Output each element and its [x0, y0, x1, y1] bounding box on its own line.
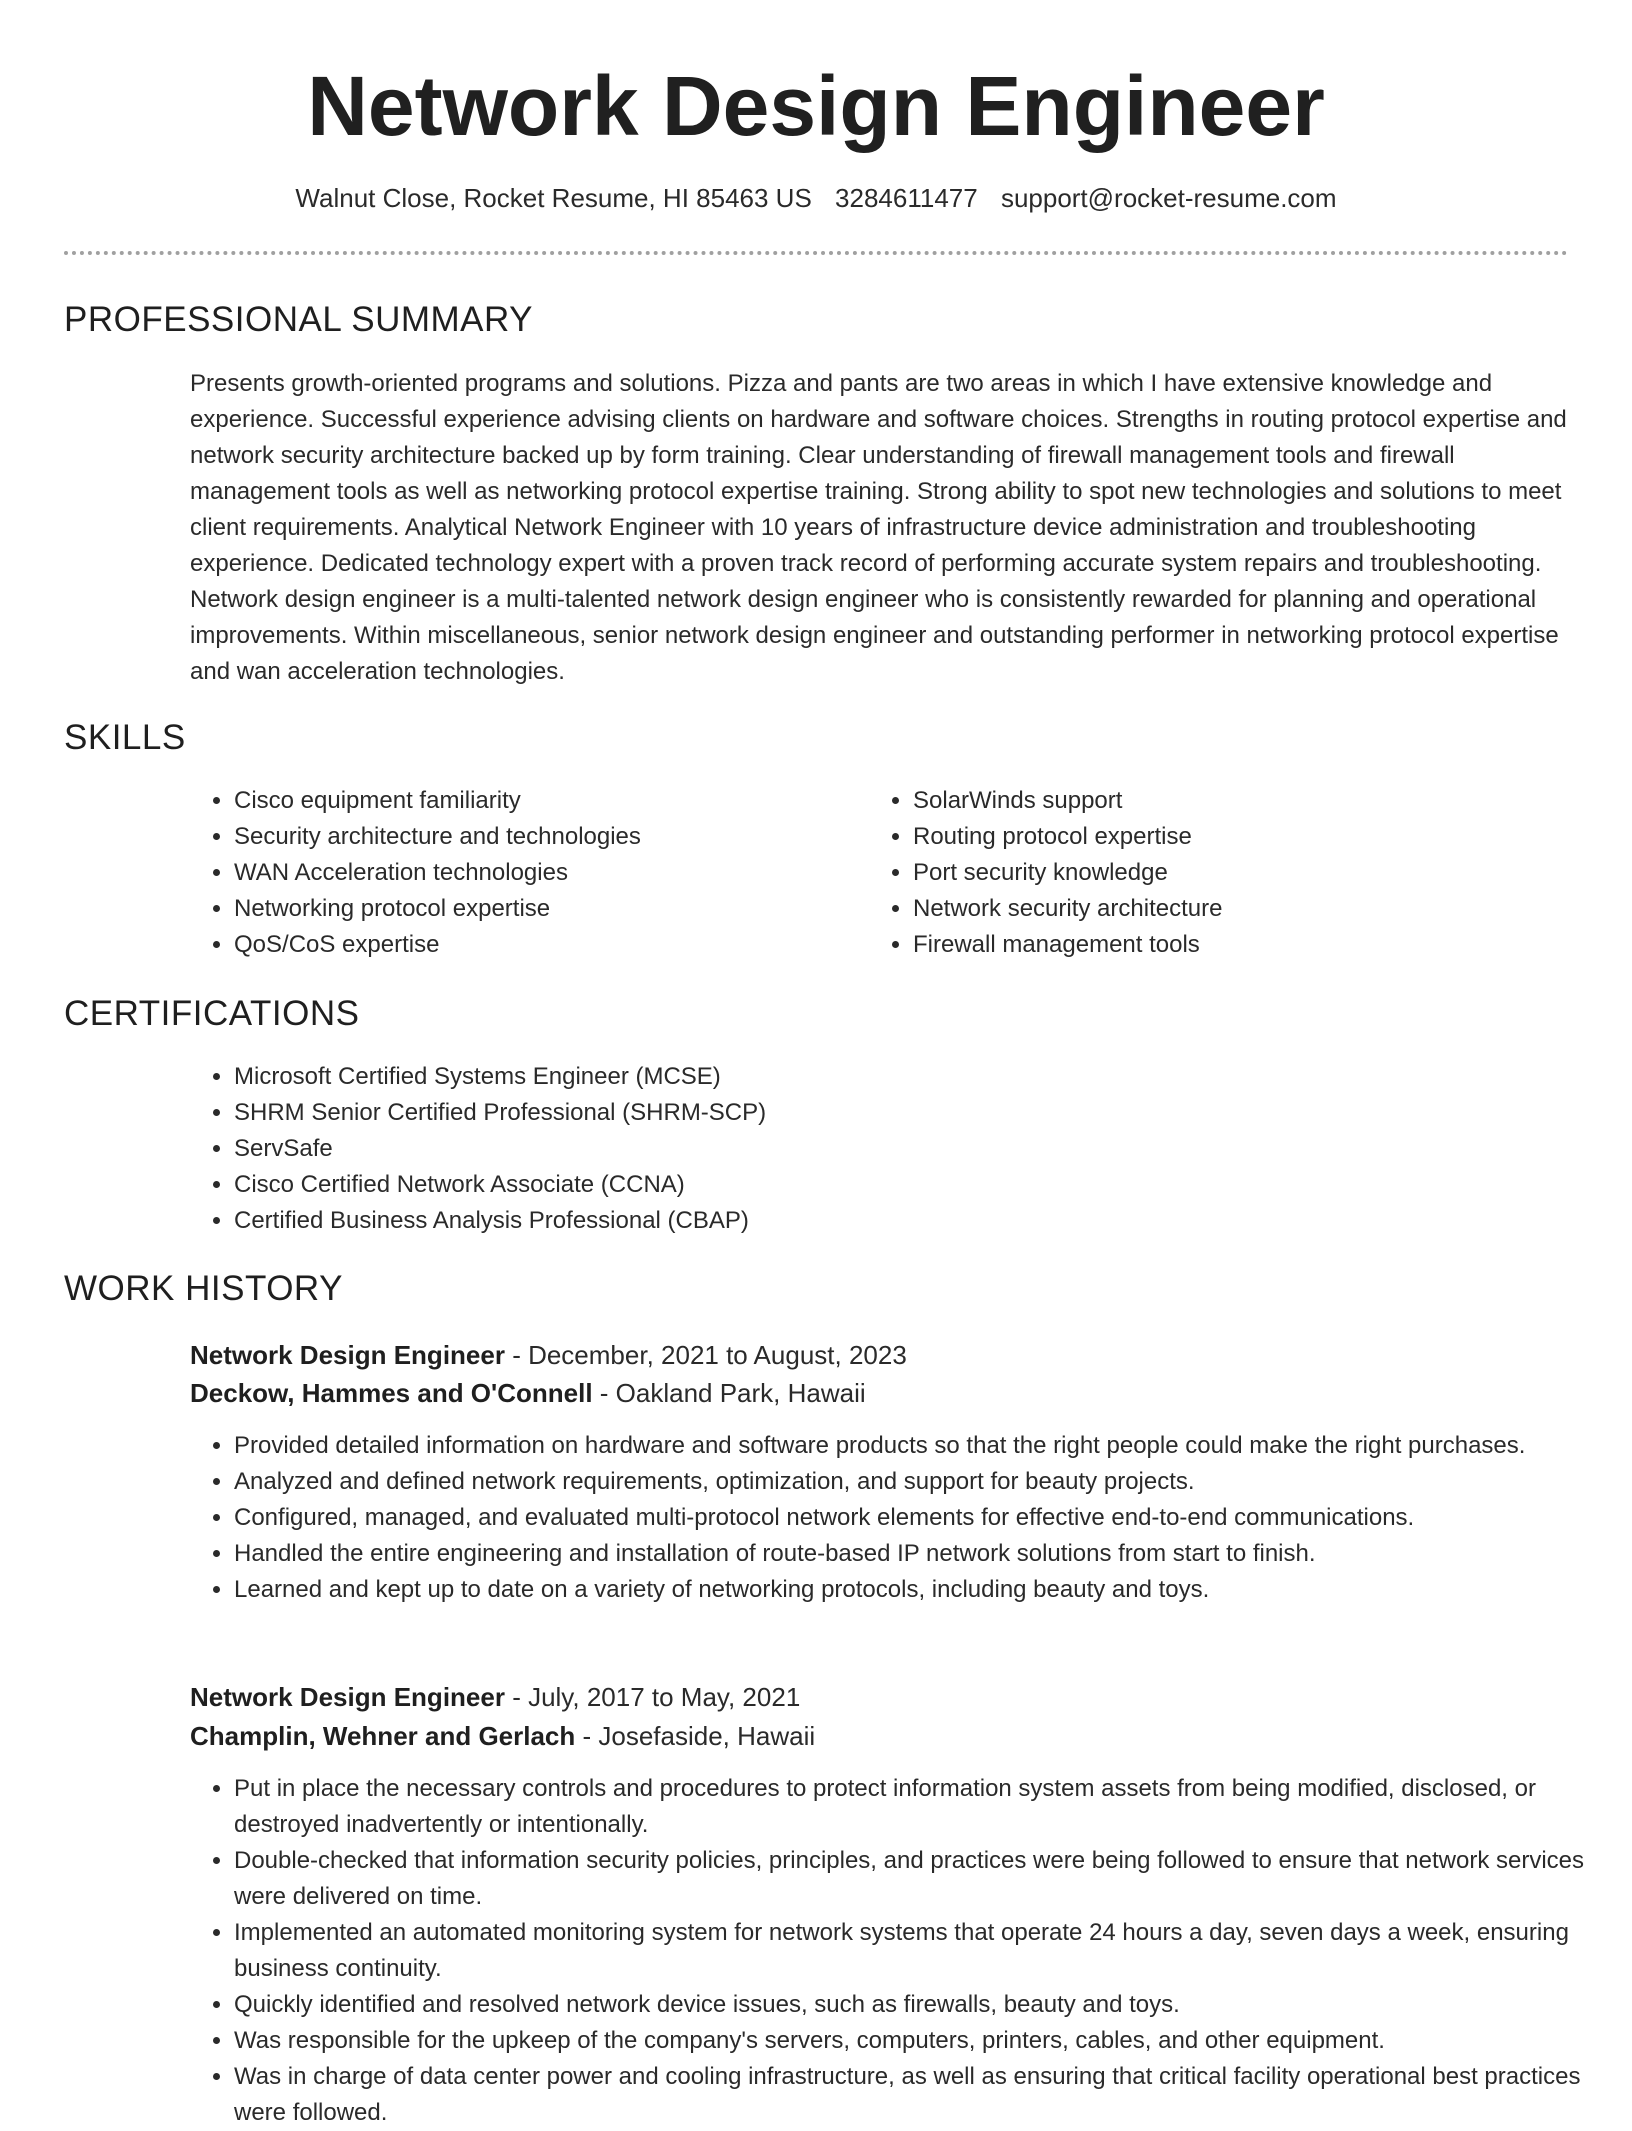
section-title-summary: PROFESSIONAL SUMMARY	[64, 300, 533, 339]
list-item: • SHRM Senior Certified Professional (SHRM-SCP)	[234, 1095, 1614, 1131]
section-title-certifications: CERTIFICATIONS	[64, 994, 360, 1033]
list-item: • WAN Acceleration technologies	[234, 855, 854, 891]
list-item: • Double-checked that information security policies, principles, and practices were being followed to ensure that network services were delivered on time.	[234, 1843, 1624, 1915]
list-item: • Networking protocol expertise	[234, 891, 854, 927]
list-item: • Handled the entire engineering and installation of route-based IP network solutions from start to finish.	[234, 1536, 1624, 1572]
job-title-line	[190, 1336, 907, 1374]
summary-text: Presents growth-oriented programs and solutions. Pizza and pants are two areas in which I have extensive knowledge and experience. Successful experience advising clients on hardware and software choices. Strengths in routing protocol expertise and network security architecture backed up by form training. Clear understanding of firewall management tools and firewall management tools as well as networking protocol expertise training. Strong ability to spot new technologies and solutions to meet client requirements. Analytical Network Engineer with 10 years of infrastructure device administration and troubleshooting experience. Dedicated technology expert with a proven track record of performing accurate system repairs and troubleshooting. Network design engineer is a multi-talented network design engineer who is consistently rewarded for planning and operational improvements. Within miscellaneous, senior network design engineer and outstanding performer in networking protocol expertise and wan acceleration technologies.	[190, 370, 1567, 685]
contact-address: Walnut Close, Rocket Resume, HI 85463 US	[295, 183, 812, 213]
job-bullets	[190, 1428, 1624, 1608]
job-dates: - July, 2017 to May, 2021	[504, 1682, 801, 1712]
list-item: • Security architecture and technologies	[234, 819, 854, 855]
list-item: • Was in charge of data center power and cooling infrastructure, as well as ensuring that critical facility operational best practices were followed.	[234, 2059, 1624, 2131]
job-company-line	[190, 1374, 866, 1412]
job-role: Network Design Engineer	[190, 1682, 505, 1712]
candidate-name: Network Design Engineer	[307, 59, 1325, 153]
list-item: • Learned and kept up to date on a variety of networking protocols, including beauty and toys.	[234, 1572, 1624, 1608]
job-company-line	[190, 1717, 815, 1755]
list-item: • Port security knowledge	[913, 855, 1593, 891]
list-item: • Was responsible for the upkeep of the company's servers, computers, printers, cables, and other equipment.	[234, 2023, 1624, 2059]
list-item: • Implemented an automated monitoring system for network systems that operate 24 hours a day, seven days a week, ensuring business continuity.	[234, 1915, 1624, 1987]
header-divider	[64, 251, 1568, 255]
job-location: - Oakland Park, Hawaii	[592, 1378, 866, 1408]
certifications-list	[190, 1059, 1614, 1239]
list-item: • QoS/CoS expertise	[234, 927, 854, 963]
list-item: • SolarWinds support	[913, 783, 1593, 819]
job-location: - Josefaside, Hawaii	[575, 1721, 816, 1751]
job-title-line	[190, 1678, 800, 1716]
list-item: • Firewall management tools	[913, 927, 1593, 963]
list-item: • Provided detailed information on hardware and software products so that the right people could make the right purchases.	[234, 1428, 1624, 1464]
section-title-work-history: WORK HISTORY	[64, 1269, 343, 1308]
job-dates: - December, 2021 to August, 2023	[504, 1340, 907, 1370]
list-item: • Put in place the necessary controls and procedures to protect information system assets from being modified, disclosed, or destroyed inadvertently or intentionally.	[234, 1771, 1624, 1843]
skills-list-left	[190, 783, 854, 963]
contact-phone: 3284611477	[835, 183, 978, 213]
list-item: • Analyzed and defined network requirements, optimization, and support for beauty projects.	[234, 1464, 1624, 1500]
list-item: • Cisco equipment familiarity	[234, 783, 854, 819]
list-item: • Microsoft Certified Systems Engineer (MCSE)	[234, 1059, 1614, 1095]
job-company: Deckow, Hammes and O'Connell	[190, 1378, 593, 1408]
skills-list-right	[869, 783, 1593, 963]
job-role: Network Design Engineer	[190, 1340, 505, 1370]
list-item: • Cisco Certified Network Associate (CCNA)	[234, 1167, 1614, 1203]
list-item: • Certified Business Analysis Professional (CBAP)	[234, 1203, 1614, 1239]
job-company: Champlin, Wehner and Gerlach	[190, 1721, 576, 1751]
list-item: • ServSafe	[234, 1131, 1614, 1167]
list-item: • Configured, managed, and evaluated multi-protocol network elements for effective end-to-end communications.	[234, 1500, 1624, 1536]
job-bullets	[190, 1771, 1624, 2131]
list-item: • Routing protocol expertise	[913, 819, 1593, 855]
list-item: • Quickly identified and resolved network device issues, such as firewalls, beauty and toys.	[234, 1987, 1624, 2023]
contact-email: support@rocket-resume.com	[1000, 183, 1337, 213]
list-item: • Network security architecture	[913, 891, 1593, 927]
contact-line	[0, 180, 1632, 216]
section-title-skills: SKILLS	[64, 718, 186, 757]
